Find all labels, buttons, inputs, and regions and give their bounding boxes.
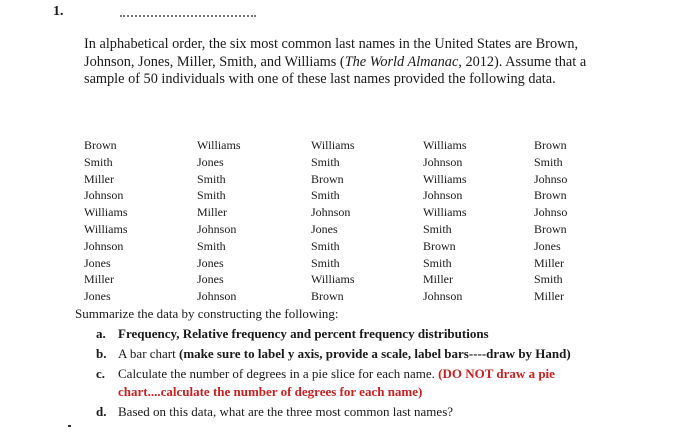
data-column-2 [197,137,241,305]
task-c [96,365,686,401]
data-cell: Miller [534,289,564,304]
data-cell: Smith [311,188,340,203]
data-cell: Jones [84,255,111,270]
intro-line-2-part-2: , 2012). Assume that a [458,53,587,70]
task-list [96,325,686,423]
data-cell: Brown [534,221,567,236]
data-cell: Smith [311,255,340,270]
data-cell: Smith [534,154,563,169]
task-letter: d. [96,404,107,419]
intro-line-2 [84,54,669,72]
data-cell: Smith [423,221,452,236]
data-column-5 [534,137,567,305]
data-cell: Smith [197,171,226,186]
data-column-4 [423,137,467,305]
data-cell: Williams [197,138,241,152]
data-cell: Brown [84,138,117,152]
data-cell: Smith [311,238,340,253]
task-c-red-text-1: (DO NOT draw a pie [438,366,555,381]
data-cell: Miller [84,272,114,287]
data-cell: Smith [311,154,340,169]
data-cell: Williams [423,138,467,152]
data-cell: Brown [423,238,456,253]
data-cell: Jones [311,221,338,236]
task-c-red-text-2: chart....calculate the number of degrees for each name) [118,384,423,399]
data-cell: Smith [197,238,226,253]
task-a-text: Frequency, Relative frequency and percent frequency distributions [118,326,489,341]
data-cell: Johnson [423,188,463,203]
data-cell: Williams [311,272,355,287]
data-cell: Smith [534,272,563,287]
task-letter: b. [96,346,107,361]
data-cell: Williams [423,171,467,186]
intro-line-3: sample of 50 individuals with one of these last names provided the following data. [84,71,556,87]
data-cell: Jones [84,289,111,304]
data-cell: Miller [534,255,564,270]
task-b-text: A bar chart [118,346,180,361]
data-cell: Johnso [534,205,568,220]
data-cell: Brown [311,171,344,186]
data-cell: Brown [534,138,567,152]
data-cell: Johnson [84,188,124,203]
task-d [96,403,686,421]
data-cell: Smith [197,188,226,203]
almanac-title: The World Almanac [344,53,459,70]
question-number: 1. [53,4,64,19]
data-cell: Miller [423,272,453,287]
task-letter: c. [96,366,106,381]
task-b [96,345,686,363]
data-cell: Smith [423,255,452,270]
data-cell: Jones [534,238,561,253]
data-cell: Smith [84,154,113,169]
question-intro [84,36,669,89]
task-letter: a. [96,326,106,341]
data-column-3 [311,137,355,305]
data-column-1 [84,137,128,305]
data-cell: Williams [423,205,467,220]
data-cell: Williams [84,221,128,236]
data-cell: Williams [84,205,128,220]
intro-line-2-part-1: Johnson, Jones, Miller, Smith, and Williams ( [84,53,345,70]
data-cell: Miller [197,205,227,220]
data-cell: Johnson [197,221,237,236]
data-cell: Johnson [423,289,463,304]
faded-heading-line [120,11,256,17]
summary-lead: Summarize the data by constructing the following: [75,306,339,321]
task-c-text: Calculate the number of degrees in a pie slice for each name. [118,366,439,381]
data-cell: Brown [534,188,567,203]
page-mark [68,425,71,427]
data-cell: Jones [197,255,224,270]
data-cell: Johnson [423,154,463,169]
task-a [96,325,686,343]
data-cell: Johnso [534,171,568,186]
data-cell: Johnson [84,238,124,253]
task-d-text: Based on this data, what are the three most common last names? [118,404,454,419]
intro-line-1: In alphabetical order, the six most common last names in the United States are Brown, [84,36,579,52]
data-cell: Williams [311,138,355,152]
data-cell: Jones [197,154,224,169]
data-cell: Johnson [311,205,351,220]
data-cell: Jones [197,272,224,287]
task-b-bold-text: (make sure to label y axis, provide a scale, label bars----draw by Hand) [179,346,571,361]
data-cell: Miller [84,171,114,186]
data-cell: Brown [311,289,344,304]
data-cell: Johnson [197,289,237,304]
